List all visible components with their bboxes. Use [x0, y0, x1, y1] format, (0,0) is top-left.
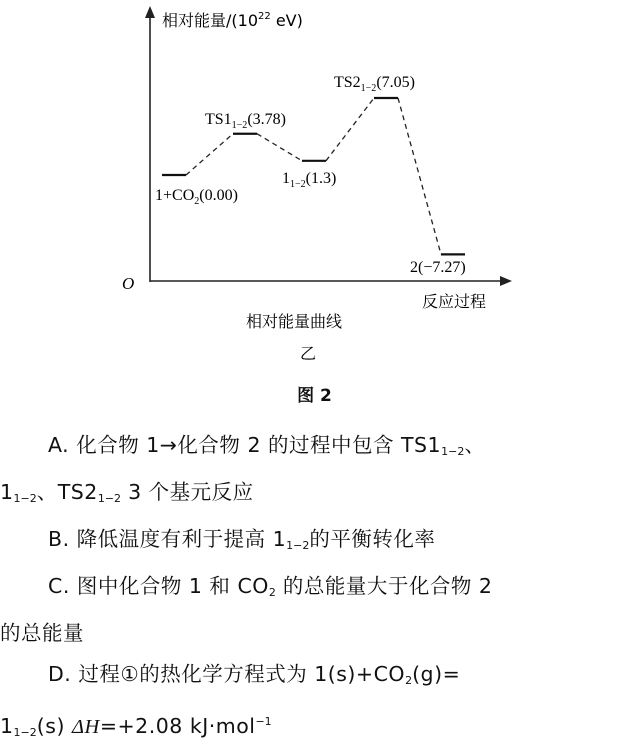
state-label-4: $TS2_{1-2}(7.05)$: [334, 74, 415, 94]
figure-title: 图 2: [297, 386, 332, 406]
option-b: B. 降低温度有利于提高 $1_{1-2}$的平衡转化率: [48, 527, 436, 552]
connector-3: [326, 98, 374, 161]
origin-label: O: [122, 274, 135, 293]
option-a-line-2: $1_{1-2}$、$TS2_{1-2}$ 3 个基元反应: [0, 480, 254, 505]
option-d-line-1: D. 过程①的热化学方程式为 $1(s)+CO_2(g)=$: [48, 662, 461, 687]
energy-levels: [155, 74, 466, 276]
option-c-line-2: 的总能量: [0, 621, 84, 645]
option-c-line-1: C. 图中化合物 1 和 $CO_2$ 的总能量大于化合物 2: [48, 574, 493, 599]
x-axis-label: 反应过程: [422, 292, 487, 311]
option-a-line-1: A. 化合物 1→化合物 2 的过程中包含 $TS1_{1-2}$、: [48, 433, 486, 458]
y-axis-label: 相对能量$/(10^{22}$ eV): [162, 11, 303, 30]
option-d-line-2: $1_{1-2}(s)$ ΔH=+2.08 kJ·mol$^{-1}$: [0, 714, 272, 739]
state-label-1: $1+CO_2(0.00)$: [155, 187, 238, 207]
chart-caption: 相对能量曲线: [246, 312, 343, 331]
connector-2: [257, 134, 302, 161]
state-label-5: 2(−7.27): [410, 259, 466, 276]
connector-1: [186, 134, 233, 175]
state-label-3: $1_{1-2}(1.3)$: [282, 170, 337, 190]
y-axis-arrow: [145, 6, 155, 18]
chart-sub-caption: 乙: [300, 344, 317, 363]
x-axis-arrow: [500, 276, 512, 286]
answer-options: [0, 425, 629, 753]
connector-4: [398, 98, 441, 254]
state-label-2: $TS1_{1-2}(3.78)$: [205, 111, 286, 131]
